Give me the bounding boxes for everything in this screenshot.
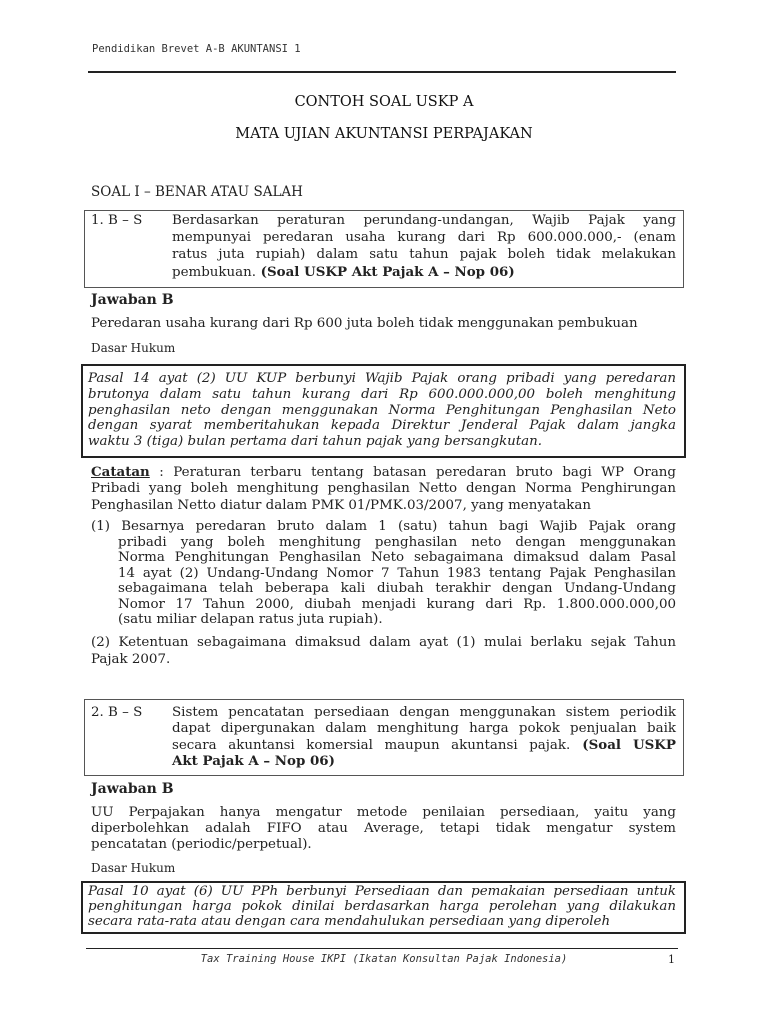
- legal-basis-line: Pasal 10 ayat (6) UU PPh berbunyi Persediaan dan pemakaian persediaan untuk: [88, 884, 676, 899]
- regulation-item-line: sebagaimana telah beberapa kali diubah terakhir dengan Undang-Undang: [118, 581, 676, 596]
- question-1-last-line: [172, 264, 515, 281]
- regulation-item-line: (satu miliar delapan ratus juta rupiah).: [118, 612, 383, 627]
- legal-basis-line: penghasilan neto dengan menggunakan Norma Penghitungan Penghasilan Neto: [88, 402, 676, 418]
- question-text-line: mempunyai peredaran usaha kurang dari Rp 600.000.000,- (enam: [172, 230, 676, 245]
- regulation-item-line: pribadi yang boleh menghitung penghasilan neto dengan menggunakan: [118, 534, 676, 550]
- legal-basis-line: brutonya dalam satu tahun kurang dari Rp 600.000.000,00 boleh menghitung: [88, 386, 676, 402]
- legal-basis-label: Dasar Hukum: [91, 861, 176, 875]
- regulation-item-line: Nomor 17 Tahun 2000, diubah menjadi kurang dari Rp. 1.800.000.000,00: [118, 596, 676, 612]
- section-title: SOAL I – BENAR ATAU SALAH: [91, 184, 303, 200]
- legal-basis-line: dengan syarat memberitahukan kepada Direktur Jenderal Pajak dalam jangka: [88, 418, 676, 434]
- question-text: pembukuan.: [172, 265, 256, 280]
- question-source: (Soal USKP Akt Pajak A – Nop 06): [256, 264, 515, 280]
- note-first-line: [91, 464, 676, 481]
- legal-basis-label: Dasar Hukum: [91, 341, 176, 355]
- question-text: secara akuntansi komersial maupun akuntansi pajak.: [172, 738, 571, 753]
- regulation-item-line: (1) Besarnya peredaran bruto dalam 1 (satu) tahun bagi Wajib Pajak orang: [91, 519, 676, 534]
- question-text-line: Sistem pencatatan persediaan dengan menggunakan sistem periodik: [172, 705, 676, 720]
- regulation-item-line: Norma Penghitungan Penghasilan Neto sebagaimana dimaksud dalam Pasal: [118, 550, 676, 565]
- note-label: Catatan: [91, 464, 150, 480]
- question-1-number: 1. B – S: [91, 213, 143, 228]
- question-2-number: 2. B – S: [91, 705, 143, 720]
- answer-explanation-line: pencatatan (periodic/perpetual).: [91, 837, 312, 852]
- question-2-line-3: [172, 737, 676, 754]
- question-source: (Soal USKP: [570, 737, 676, 753]
- answer-label: Jawaban B: [91, 781, 174, 797]
- note-text: : Peraturan terbaru tentang batasan peredaran bruto bagi WP Orang: [149, 465, 676, 480]
- question-text-line: ratus juta rupiah) dalam satu tahun pajak boleh tidak melakukan: [172, 247, 676, 262]
- regulation-item-line: Pajak 2007.: [91, 651, 171, 667]
- question-2-source: Akt Pajak A – Nop 06): [172, 753, 335, 769]
- legal-basis-line: secara rata-rata atau dengan cara mendahulukan persediaan yang diperoleh: [88, 914, 611, 929]
- question-text-line: Berdasarkan peraturan perundang-undangan, Wajib Pajak yang: [172, 213, 676, 228]
- header-rule: [88, 71, 676, 73]
- note-line: Pribadi yang boleh menghitung penghasilan Netto dengan Norma Penghirungan: [91, 481, 676, 496]
- note-line: Penghasilan Netto diatur dalam PMK 01/PMK.03/2007, yang menyatakan: [91, 497, 591, 513]
- footer-rule: [86, 948, 678, 949]
- legal-basis-line: penghitungan harga pokok dinilai berdasarkan harga perolehan yang dilakukan: [88, 899, 676, 914]
- regulation-item-line: 14 ayat (2) Undang-Undang Nomor 7 Tahun 1983 tentang Pajak Penghasilan: [118, 565, 676, 581]
- regulation-item-line: (2) Ketentuan sebagaimana dimaksud dalam ayat (1) mulai berlaku sejak Tahun: [91, 635, 676, 650]
- question-text-line: dapat dipergunakan dalam menghitung harga pokok penjualan baik: [172, 721, 676, 736]
- answer-explanation: Peredaran usaha kurang dari Rp 600 juta boleh tidak menggunakan pembukuan: [91, 316, 638, 331]
- page-subtitle: MATA UJIAN AKUNTANSI PERPAJAKAN: [235, 126, 533, 142]
- answer-explanation-line: diperbolehkan adalah FIFO atau Average, tetapi tidak mengatur system: [91, 821, 676, 836]
- page-title: CONTOH SOAL USKP A: [294, 94, 474, 110]
- answer-explanation-line: UU Perpajakan hanya mengatur metode penilaian persediaan, yaitu yang: [91, 805, 676, 820]
- page-number: 1: [668, 953, 675, 966]
- legal-basis-line: Pasal 14 ayat (2) UU KUP berbunyi Wajib Pajak orang pribadi yang peredaran: [88, 371, 676, 386]
- footer-text: Tax Training House IKPI (Ikatan Konsultan Pajak Indonesia): [200, 953, 568, 965]
- answer-label: Jawaban B: [91, 292, 174, 308]
- legal-basis-line: waktu 3 (tiga) bulan pertama dari tahun pajak yang bersangkutan.: [88, 434, 543, 450]
- running-header: Pendidikan Brevet A-B AKUNTANSI 1: [92, 43, 301, 55]
